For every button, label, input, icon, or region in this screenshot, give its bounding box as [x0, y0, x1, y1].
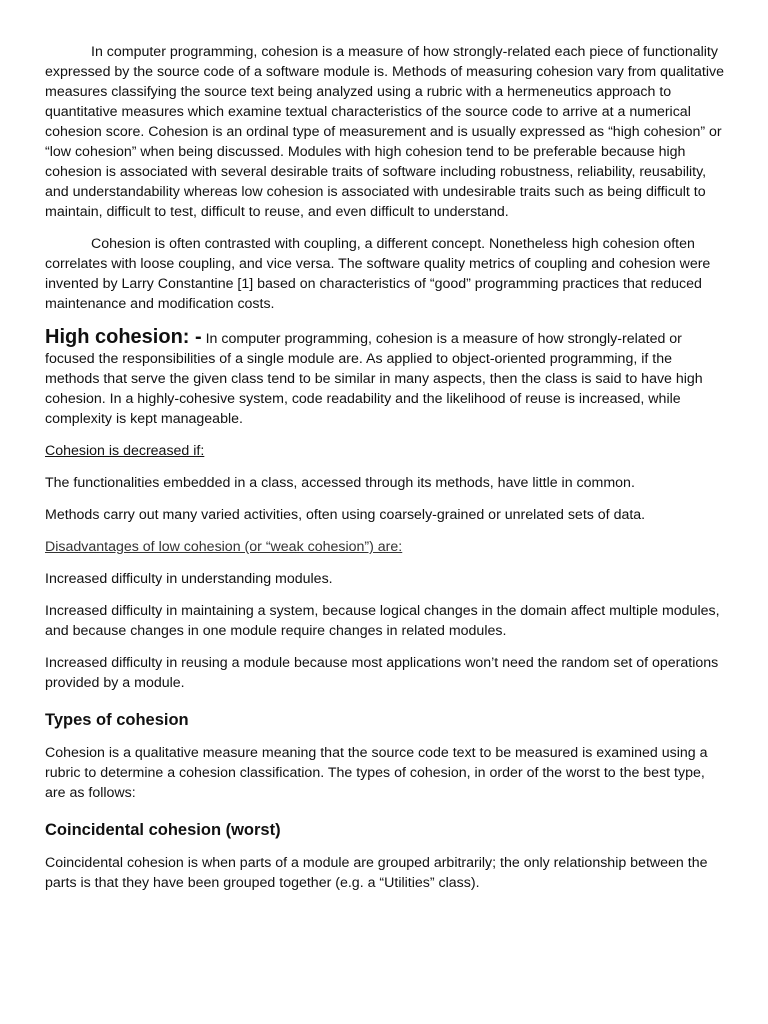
decreased-item: Methods carry out many varied activities, often using coarsely-grained or unrelated sets of data.: [45, 507, 646, 523]
coupling-paragraph: Cohesion is often contrasted with coupling, a different concept. Nonetheless high cohesion often correlates with loose coupling, and vice versa. The software quality metrics of coupling and cohesion were invented by Larry Constantine [1] based on characteristics of “good” programming practices that reduced maintenance and modification costs.: [45, 236, 711, 312]
decreased-item: The functionalities embedded in a class, accessed through its methods, have little in common.: [45, 475, 635, 491]
decreased-heading: Cohesion is decreased if:: [45, 443, 205, 459]
disadvantages-heading: Disadvantages of low cohesion (or “weak cohesion”) are:: [45, 539, 403, 555]
disadvantage-item: Increased difficulty in understanding modules.: [45, 571, 333, 587]
high-cohesion-paragraph: [45, 326, 724, 429]
disadvantage-item: Increased difficulty in reusing a module because most applications won’t need the random set of operations provided by a module.: [45, 655, 719, 691]
coincidental-paragraph: Coincidental cohesion is when parts of a module are grouped arbitrarily; the only relationship between the parts is that they have been grouped together (e.g. a “Utilities” class).: [45, 855, 708, 891]
types-heading: Types of cohesion: [45, 711, 189, 729]
coincidental-heading: Coincidental cohesion (worst): [45, 821, 281, 839]
high-cohesion-heading: High cohesion: -: [45, 326, 202, 348]
types-paragraph: Cohesion is a qualitative measure meaning that the source code text to be measured is examined using a rubric to determine a cohesion classification. The types of cohesion, in order of the worst to the best type, are as follows:: [45, 745, 708, 801]
disadvantage-item: Increased difficulty in maintaining a system, because logical changes in the domain affect multiple modules, and because changes in one module require changes in related modules.: [45, 603, 720, 639]
high-cohesion-text: In computer programming, cohesion is a measure of how strongly-related or focused the responsibilities of a single module are. As applied to object-oriented programming, if the methods that serve the given class tend to be similar in many aspects, then the class is said to have high cohesion. In a highly-cohesive system, code readability and the likelihood of reuse is increased, while complexity is kept manageable.: [45, 331, 703, 427]
intro-paragraph: In computer programming, cohesion is a measure of how strongly-related each piece of functionality expressed by the source code of a software module is. Methods of measuring cohesion vary from qualitative measures classifying the source text being analyzed using a rubric with a hermeneutics approach to quantitative measures which examine textual characteristics of the source code to arrive at a numerical cohesion score. Cohesion is an ordinal type of measurement and is usually expressed as “high cohesion” or “low cohesion” when being discussed. Modules with high cohesion tend to be preferable because high cohesion is associated with several desirable traits of software including robustness, reliability, reusability, and understandability whereas low cohesion is associated with undesirable traits such as being difficult to maintain, difficult to test, difficult to reuse, and even difficult to understand.: [45, 44, 724, 220]
